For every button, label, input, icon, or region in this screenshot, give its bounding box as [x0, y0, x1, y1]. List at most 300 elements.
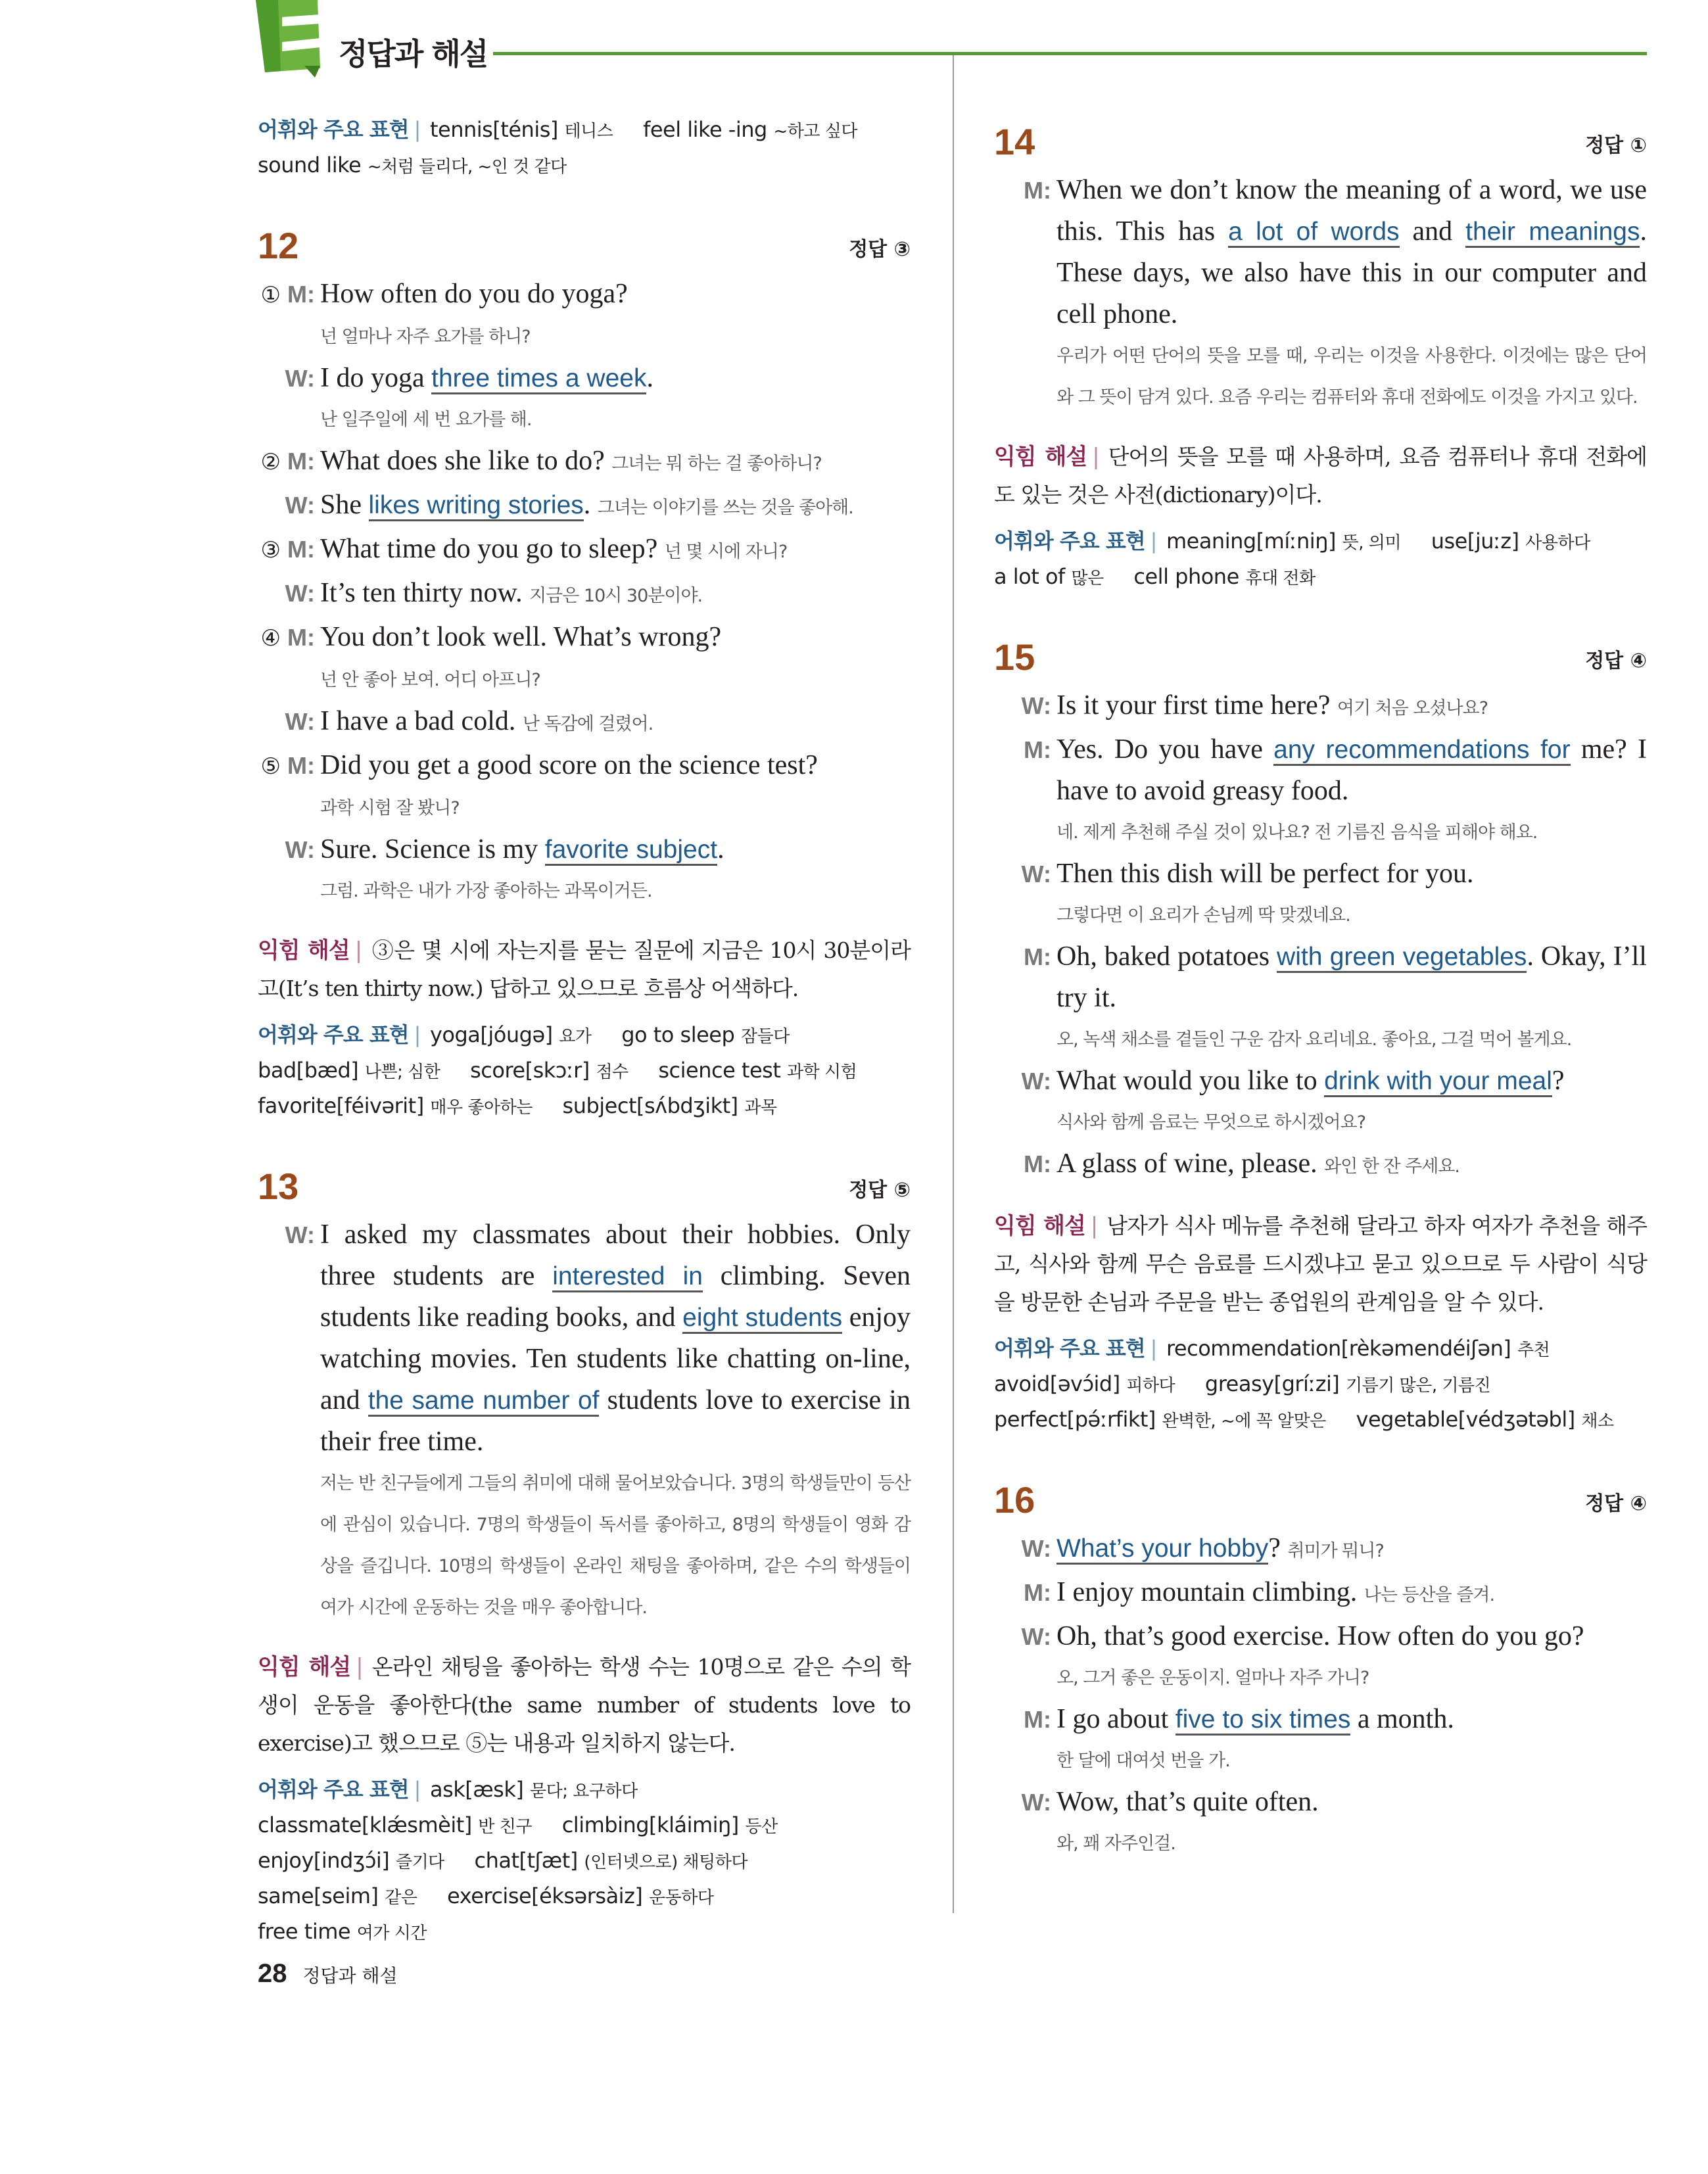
key-expression: eight students — [682, 1304, 842, 1334]
question-section — [994, 117, 1647, 596]
text-segment: . Okay, I’ll try it. — [1056, 941, 1647, 1013]
vocab-item — [470, 1058, 629, 1083]
vocab-meaning: 테니스 — [564, 122, 613, 141]
vocab-block — [994, 1332, 1647, 1438]
korean-translation: 난 독감에 걸렸어. — [522, 714, 653, 734]
explanation-text: 단어의 뜻을 모를 때 사용하며, 요즘 컴퓨터나 휴대 전화에도 있는 것은 사전(dictionary)이다. — [994, 444, 1647, 508]
english-text — [1056, 170, 1647, 335]
vocab-term: tennis[ténis] — [429, 117, 558, 142]
korean-translation: 저는 반 친구들에게 그들의 취미에 대해 물어보았습니다. 3명의 학생들만이 등산에 관심이 있습니다. 7명의 학생들이 독서를 좋아하고, 8명의 학생들이 영화 감상을 즐깁니다. 10명의 학생들이 온라인 채팅을 좋아하며, 같은 수의 학생들이 여가 시간에 운동하는 것을 매우 좋아합니다. — [320, 1473, 911, 1618]
vocab-meaning: 휴대 전화 — [1245, 569, 1316, 588]
dialogue — [994, 170, 1647, 418]
vocab-term: favorite[féivərit] — [258, 1093, 424, 1118]
explanation — [994, 1207, 1647, 1321]
speaker-label: M: — [1024, 177, 1051, 204]
text-segment: and — [1399, 216, 1466, 247]
option-number: ① — [260, 282, 281, 308]
question-section — [994, 632, 1647, 1438]
vocab-item — [474, 1848, 747, 1873]
explanation-label: 익힘 해설 — [994, 1213, 1085, 1239]
speaker-prefix — [994, 170, 1056, 335]
speaker-label: M: — [287, 624, 315, 651]
question-number: 15 — [994, 636, 1035, 678]
vocab-item — [258, 1919, 427, 1944]
english-text — [1056, 1143, 1647, 1187]
question-number: 16 — [994, 1479, 1035, 1521]
speaker-prefix — [258, 829, 320, 870]
speaker-label: W: — [1021, 1068, 1051, 1095]
explanation — [994, 438, 1647, 514]
vocab-term: a lot of — [994, 564, 1065, 589]
question-number: 12 — [258, 225, 299, 266]
dialogue-line — [258, 573, 911, 617]
speaker-label: M: — [287, 536, 315, 563]
vocab-meaning: 잠들다 — [740, 1027, 790, 1047]
vocab-item — [258, 1812, 532, 1837]
vocab-meaning: 기름기 많은, 기름진 — [1346, 1376, 1491, 1396]
dialogue-line — [258, 358, 911, 399]
speaker-label: M: — [287, 448, 315, 475]
speaker-label: W: — [285, 492, 315, 519]
vocab-item — [1133, 564, 1315, 589]
vocab-meaning: 요가 — [559, 1027, 592, 1047]
text-segment: Wow, that’s quite often. — [1056, 1787, 1319, 1817]
right-column — [994, 117, 1647, 1864]
dialogue-line — [994, 936, 1647, 1019]
text-segment: Oh, baked potatoes — [1056, 941, 1277, 972]
english-text — [1056, 936, 1647, 1019]
vocab-term: free time — [258, 1919, 351, 1944]
option-number: ② — [260, 449, 281, 475]
text-segment: Did you get a good score on the science test? — [320, 750, 818, 780]
question-section — [258, 221, 911, 1125]
vocab-item — [258, 1093, 533, 1118]
key-expression: What’s your hobby — [1056, 1534, 1268, 1565]
label-separator: | — [1090, 1213, 1098, 1239]
text-segment: me? I have to avoid greasy food. — [1056, 734, 1648, 806]
label-separator: | — [1150, 1336, 1157, 1361]
dialogue — [994, 1528, 1647, 1864]
explanation — [258, 1648, 911, 1762]
vocab-term: sound like — [258, 153, 362, 177]
text-segment: climbing. Seven students like reading books, and — [320, 1261, 911, 1333]
vocab-item — [1166, 1336, 1550, 1361]
section-header — [994, 117, 1647, 163]
speaker-prefix — [258, 745, 320, 788]
vocab-meaning: 운동하다 — [649, 1888, 714, 1908]
english-text — [1056, 1060, 1647, 1102]
dialogue-line — [258, 1214, 911, 1463]
english-text — [320, 701, 911, 745]
korean-translation: 오, 녹색 채소를 곁들인 구운 감자 요리네요. 좋아요, 그걸 먹어 볼게요. — [1056, 1029, 1572, 1050]
speaker-prefix — [994, 1528, 1056, 1572]
text-segment: I do yoga — [320, 363, 432, 393]
answer-label: 정답 ⑤ — [849, 1179, 911, 1202]
text-segment: What does she like to do? — [320, 446, 612, 476]
speaker-label: M: — [1024, 1579, 1051, 1606]
vocab-meaning: 많은 — [1071, 569, 1104, 588]
korean-translation: 식사와 함께 음료는 무엇으로 하시겠어요? — [1056, 1112, 1366, 1133]
korean-translation: 넌 몇 시에 자니? — [664, 542, 788, 562]
vocab-term: enjoy[indʒɔ́i] — [258, 1848, 390, 1873]
vocab-term: use[juːz] — [1431, 529, 1519, 554]
vocab-item — [1356, 1407, 1614, 1432]
vocab-term: classmate[klǽsmèit] — [258, 1812, 472, 1837]
vocab-meaning: 추천 — [1517, 1340, 1550, 1360]
section-logo — [252, 0, 331, 78]
section-header — [258, 221, 911, 267]
text-segment: Yes. Do you have — [1056, 734, 1274, 765]
speaker-label: M: — [1024, 943, 1051, 970]
vocab-item — [643, 117, 857, 142]
text-segment: What would you like to — [1056, 1066, 1325, 1096]
label-separator: | — [1092, 444, 1099, 470]
vocab-meaning: 완벽한, ~에 꼭 알맞은 — [1162, 1411, 1326, 1431]
speaker-label: W: — [1021, 1789, 1051, 1816]
text-segment: It’s ten thirty now. — [320, 578, 530, 608]
vocab-meaning: 나쁜; 심한 — [364, 1062, 440, 1082]
vocab-label: 어휘와 주요 표현 — [258, 1022, 409, 1047]
vocab-term: climbing[kláimiŋ] — [561, 1812, 739, 1837]
key-expression: interested in — [552, 1262, 703, 1292]
english-text — [320, 529, 911, 573]
dialogue-line — [994, 729, 1647, 812]
explanation-text: 온라인 채팅을 좋아하는 학생 수는 10명으로 같은 수의 학생이 운동을 좋아한다(the same number of students love to exercise)고 했으므로 ⑤는 내용과 일치하지 않는다. — [258, 1654, 911, 1756]
dialogue-line — [258, 529, 911, 573]
vocab-item — [258, 1883, 417, 1908]
vocab-item — [621, 1022, 790, 1047]
vocab-block — [994, 525, 1647, 596]
korean-translation: 네. 제게 추천해 주실 것이 있나요? 전 기름진 음식을 피해야 해요. — [1056, 822, 1538, 843]
dialogue-line — [994, 853, 1647, 895]
speaker-prefix — [258, 273, 320, 316]
key-expression: three times a week — [431, 364, 646, 394]
column-divider — [953, 55, 954, 1913]
speaker-label: W: — [285, 1221, 315, 1248]
question-section — [258, 1162, 911, 1950]
explanation-label: 익힘 해설 — [258, 937, 350, 964]
speaker-label: M: — [287, 752, 315, 779]
vocab-item — [994, 1371, 1175, 1396]
header-rule — [493, 52, 1647, 55]
korean-translation: 그렇다면 이 요리가 손님께 딱 맞겠네요. — [1056, 905, 1350, 926]
korean-translation: 넌 안 좋아 보여. 어디 아프니? — [320, 670, 540, 690]
page-footer — [258, 1959, 398, 1989]
speaker-label: W: — [285, 365, 315, 392]
vocab-meaning: (인터넷으로) 채팅하다 — [584, 1853, 748, 1872]
dialogue-line — [994, 1060, 1647, 1102]
vocab-item — [258, 1058, 440, 1083]
text-segment: You don’t look well. What’s wrong? — [320, 622, 722, 652]
vocab-meaning: 여가 시간 — [356, 1924, 427, 1943]
vocab-term: recommendation[rèkəmendéiʃən] — [1166, 1336, 1511, 1361]
korean-translation: 그녀는 뭐 하는 걸 좋아하니? — [611, 454, 822, 474]
vocab-item — [258, 1848, 444, 1873]
dialogue-line — [258, 440, 911, 484]
answer-label: 정답 ④ — [1585, 650, 1647, 673]
english-text — [320, 484, 911, 529]
text-segment: How often do you do yoga? — [320, 279, 628, 309]
header-title: 정답과 해설 — [339, 36, 488, 72]
dialogue-line — [258, 273, 911, 316]
speaker-prefix — [258, 617, 320, 659]
korean-translation: 과학 시험 잘 봤니? — [320, 798, 460, 818]
explanation-text: 남자가 식사 메뉴를 추천해 달라고 하자 여자가 추천을 해주고, 식사와 함께 무슨 음료를 드시겠냐고 묻고 있으므로 두 사람이 식당을 방문한 손님과 주문을 받는 종업원의 관계임을 알 수 있다. — [994, 1213, 1647, 1315]
answer-label: 정답 ① — [1585, 134, 1647, 157]
speaker-label: W: — [285, 580, 315, 607]
speaker-prefix — [994, 1699, 1056, 1740]
vocab-term: science test — [658, 1058, 781, 1083]
label-separator: | — [1150, 529, 1157, 554]
english-text — [1056, 1782, 1647, 1823]
speaker-prefix — [258, 358, 320, 399]
vocab-term: chat[tʃæt] — [474, 1848, 578, 1873]
dialogue-line — [258, 745, 911, 788]
vocab-meaning: 과학 시험 — [787, 1062, 857, 1082]
vocab-term: subject[sʌ́bdʒikt] — [562, 1093, 738, 1118]
vocab-meaning: 점수 — [596, 1062, 629, 1082]
vocab-meaning: 반 친구 — [478, 1817, 533, 1837]
vocab-term: exercise[éksərsàiz] — [447, 1883, 643, 1908]
english-text — [1056, 729, 1647, 812]
question-number: 13 — [258, 1166, 299, 1207]
english-text — [320, 440, 911, 484]
key-expression: drink with your meal — [1324, 1067, 1552, 1097]
section-header — [994, 632, 1647, 678]
dialogue-line — [994, 170, 1647, 335]
dialogue-line — [258, 484, 911, 529]
english-text — [320, 358, 911, 399]
dialogue — [258, 1214, 911, 1628]
vocab-term: score[skɔːr] — [470, 1058, 590, 1083]
korean-translation: 우리가 어떤 단어의 뜻을 모를 때, 우리는 이것을 사용한다. 이것에는 많은 단어와 그 뜻이 담겨 있다. 요즘 우리는 컴퓨터와 휴대 전화에도 이것을 가지고 있다. — [1056, 346, 1647, 408]
text-segment: . — [583, 490, 598, 520]
key-expression: with green vegetables — [1277, 943, 1527, 973]
vocab-meaning: ~하고 싶다 — [773, 122, 858, 141]
vocab-label: 어휘와 주요 표현 — [994, 529, 1145, 554]
answer-label: 정답 ③ — [849, 238, 911, 261]
dialogue — [994, 685, 1647, 1187]
dialogue-line — [258, 617, 911, 659]
vocab-item — [258, 153, 567, 177]
speaker-prefix — [258, 573, 320, 617]
key-expression: the same number of — [368, 1386, 600, 1417]
vocab-item — [430, 1022, 592, 1047]
vocab-item — [1205, 1371, 1490, 1396]
korean-translation: 와인 한 잔 주세요. — [1324, 1156, 1459, 1177]
vocab-term: same[seim] — [258, 1883, 379, 1908]
explanation-text: ③은 몇 시에 자는지를 묻는 질문에 지금은 10시 30분이라고(It’s ten thirty now.) 답하고 있으므로 흐름상 어색하다. — [258, 937, 911, 1001]
speaker-prefix — [994, 853, 1056, 895]
label-separator: | — [356, 1654, 363, 1680]
speaker-prefix — [258, 440, 320, 484]
dialogue — [258, 273, 911, 912]
speaker-prefix — [258, 484, 320, 529]
vocab-meaning: 묻다; 요구하다 — [530, 1782, 638, 1801]
text-segment: Then this dish will be perfect for you. — [1056, 859, 1474, 889]
text-segment: students love to exercise in their free time. — [320, 1385, 911, 1457]
text-segment: When we don’t know the meaning of a word, we use this. This has — [1056, 175, 1647, 247]
speaker-label: W: — [285, 708, 315, 735]
section-header — [258, 1162, 911, 1208]
left-column — [258, 113, 911, 1950]
page-number: 28 — [258, 1959, 287, 1988]
dialogue-line — [994, 685, 1647, 729]
english-text — [320, 1214, 911, 1463]
korean-translation: 그럼. 과학은 내가 가장 좋아하는 과목이거든. — [320, 881, 652, 901]
label-separator: | — [414, 1022, 421, 1047]
vocab-item — [1431, 529, 1590, 554]
vocab-term: perfect[pə́ːrfikt] — [994, 1407, 1156, 1432]
speaker-label: M: — [287, 281, 315, 308]
english-text — [320, 273, 911, 316]
vocab-term: yoga[jóugə] — [429, 1022, 553, 1047]
speaker-prefix — [258, 701, 320, 745]
vocab-item — [994, 1407, 1326, 1432]
speaker-prefix — [994, 1572, 1056, 1616]
key-expression: their meanings — [1465, 218, 1640, 248]
vocab-meaning: 같은 — [385, 1888, 417, 1908]
vocab-meaning: 뜻, 의미 — [1342, 533, 1402, 553]
vocab-item — [1166, 529, 1401, 554]
text-segment: . These days, we also have this in our computer and cell phone. — [1056, 216, 1647, 329]
english-text — [320, 745, 911, 788]
text-segment: She — [320, 490, 369, 520]
vocab-meaning: 매우 좋아하는 — [430, 1098, 533, 1118]
english-text — [320, 573, 911, 617]
vocab-term: meaning[míːniŋ] — [1166, 529, 1336, 554]
english-text — [1056, 853, 1647, 895]
english-text — [1056, 685, 1647, 729]
text-segment: I enjoy mountain climbing. — [1056, 1577, 1364, 1607]
vocab-term: go to sleep — [621, 1022, 735, 1047]
vocab-item — [430, 1777, 638, 1802]
english-text — [320, 617, 911, 659]
english-text — [1056, 1616, 1647, 1657]
option-number: ⑤ — [260, 753, 281, 780]
speaker-prefix — [258, 529, 320, 573]
korean-translation: 한 달에 대여섯 번을 가. — [1056, 1751, 1230, 1771]
text-segment: enjoy watching movies. Ten students like chatting on-line, and — [320, 1302, 911, 1415]
korean-translation: 지금은 10시 30분이야. — [529, 586, 703, 606]
text-segment: A glass of wine, please. — [1056, 1148, 1325, 1179]
key-expression: favorite subject — [545, 836, 717, 866]
text-segment: Sure. Science is my — [320, 834, 545, 864]
vocab-term: avoid[əvɔ́id] — [994, 1371, 1120, 1396]
dialogue-line — [258, 829, 911, 870]
speaker-prefix — [994, 1060, 1056, 1102]
speaker-label: M: — [1024, 1150, 1051, 1177]
label-separator: | — [354, 937, 362, 964]
vocab-block — [258, 113, 911, 184]
speaker-prefix — [994, 1782, 1056, 1823]
text-segment: I have a bad cold. — [320, 706, 523, 736]
question-section — [994, 1475, 1647, 1864]
speaker-label: W: — [1021, 1535, 1051, 1562]
korean-translation: 취미가 뭐니? — [1287, 1541, 1384, 1561]
text-segment: I go about — [1056, 1704, 1175, 1734]
text-segment: . — [646, 363, 653, 393]
text-segment: ? — [1268, 1533, 1288, 1563]
answer-label: 정답 ④ — [1585, 1492, 1647, 1515]
english-text — [320, 829, 911, 870]
vocab-term: ask[æsk] — [429, 1777, 524, 1802]
speaker-prefix — [258, 1214, 320, 1463]
dialogue-line — [994, 1782, 1647, 1823]
text-segment: What time do you go to sleep? — [320, 534, 665, 564]
vocab-meaning: ~처럼 들리다, ~인 것 같다 — [367, 157, 567, 177]
speaker-prefix — [994, 685, 1056, 729]
speaker-label: M: — [1024, 1706, 1051, 1733]
dialogue-line — [994, 1528, 1647, 1572]
key-expression: a lot of words — [1228, 218, 1399, 248]
explanation — [258, 932, 911, 1008]
vocab-label: 어휘와 주요 표현 — [994, 1336, 1145, 1361]
english-text — [1056, 1699, 1647, 1740]
speaker-prefix — [994, 1616, 1056, 1657]
vocab-term: vegetable[védʒətəbl] — [1356, 1407, 1575, 1432]
label-separator: | — [414, 117, 421, 142]
korean-translation: 여기 처음 오셨나요? — [1337, 698, 1488, 719]
vocab-meaning: 피하다 — [1126, 1376, 1175, 1396]
text-segment: a month. — [1350, 1704, 1454, 1734]
vocab-item — [994, 564, 1104, 589]
vocab-block — [258, 1018, 911, 1125]
vocab-meaning: 등산 — [745, 1817, 778, 1837]
vocab-block — [258, 1773, 911, 1950]
korean-translation: 난 일주일에 세 번 요가를 해. — [320, 410, 532, 430]
speaker-prefix — [994, 1143, 1056, 1187]
section-header — [994, 1475, 1647, 1521]
key-expression: five to six times — [1175, 1705, 1351, 1736]
dialogue-line — [994, 1699, 1647, 1740]
text-segment: Oh, that’s good exercise. How often do you go? — [1056, 1621, 1584, 1651]
vocab-item — [563, 1093, 777, 1118]
speaker-label: W: — [1021, 692, 1051, 719]
vocab-label: 어휘와 주요 표현 — [258, 117, 409, 142]
text-segment: . — [717, 834, 724, 864]
speaker-prefix — [994, 936, 1056, 1019]
speaker-label: W: — [1021, 1623, 1051, 1650]
speaker-label: M: — [1024, 736, 1051, 763]
vocab-meaning: 채소 — [1581, 1411, 1614, 1431]
question-number: 14 — [994, 121, 1035, 162]
korean-translation: 와, 꽤 자주인걸. — [1056, 1833, 1175, 1854]
korean-translation: 나는 등산을 즐겨. — [1364, 1585, 1495, 1605]
text-segment: Is it your first time here? — [1056, 690, 1337, 721]
text-segment: I asked my classmates about their hobbies. Only three students are — [320, 1219, 911, 1291]
dialogue-line — [994, 1143, 1647, 1187]
speaker-label: W: — [1021, 861, 1051, 887]
vocab-label: 어휘와 주요 표현 — [258, 1777, 409, 1802]
vocab-term: bad[bæd] — [258, 1058, 359, 1083]
vocab-item — [447, 1883, 713, 1908]
english-text — [1056, 1572, 1647, 1616]
key-expression: likes writing stories — [369, 491, 584, 521]
vocab-item — [658, 1058, 857, 1083]
footer-title: 정답과 해설 — [302, 1965, 398, 1987]
korean-translation: 그녀는 이야기를 쓰는 것을 좋아해. — [597, 498, 853, 518]
vocab-item — [562, 1812, 778, 1837]
speaker-prefix — [994, 729, 1056, 812]
vocab-term: feel like -ing — [643, 117, 767, 142]
key-expression: any recommendations for — [1273, 736, 1571, 766]
korean-translation: 오, 그거 좋은 운동이지. 얼마나 자주 가니? — [1056, 1668, 1369, 1688]
option-number: ③ — [260, 537, 281, 563]
vocab-term: greasy[gríːzi] — [1204, 1371, 1340, 1396]
dialogue-line — [258, 701, 911, 745]
dialogue-line — [994, 1572, 1647, 1616]
